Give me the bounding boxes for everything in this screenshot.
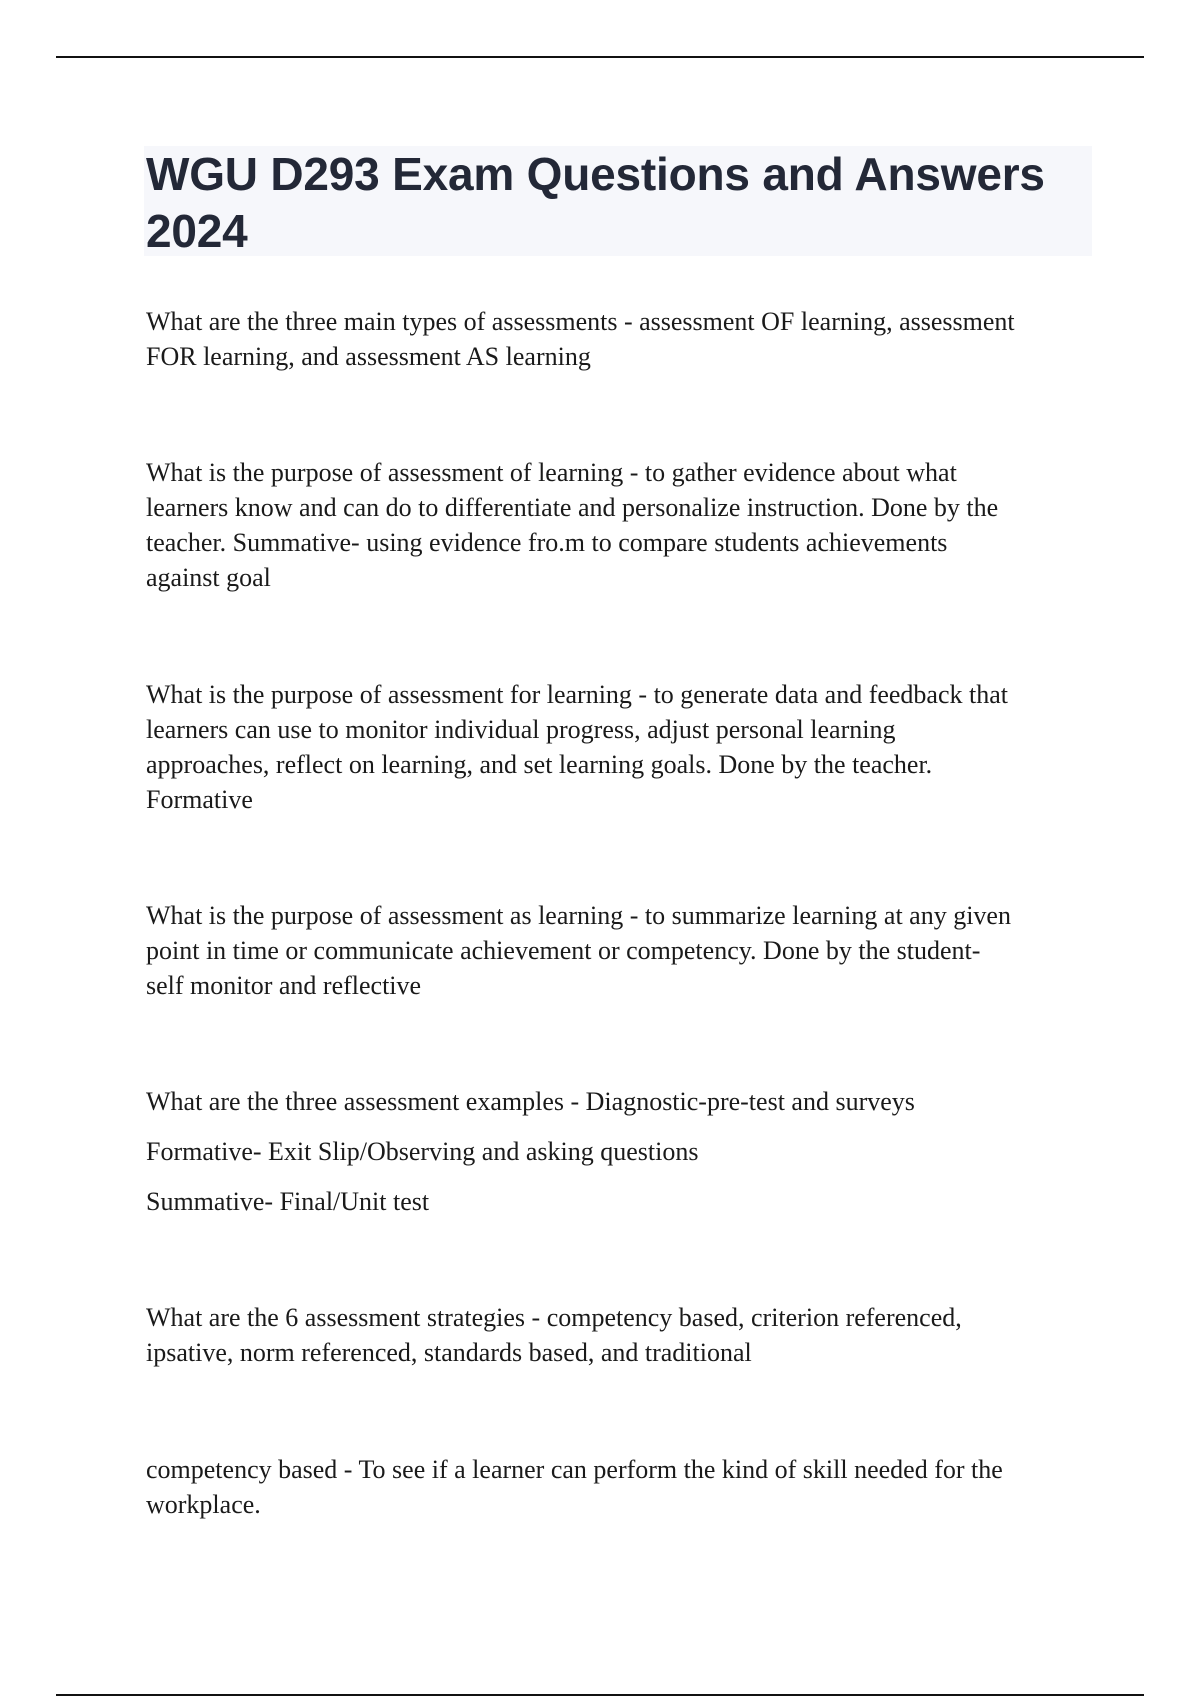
qa-line-diagnostic: What are the three assessment examples - Diagnostic-pre-test and surveys [146, 1087, 915, 1116]
qa-content [146, 304, 1098, 1522]
qa-line-formative: Formative- Exit Slip/Observing and asking questions [146, 1137, 699, 1166]
qa-item-assessment-types: What are the three main types of assessments - assessment OF learning, assessment FOR learning, and assessment AS learning [146, 307, 1015, 371]
qa-item-assessment-strategies: What are the 6 assessment strategies - competency based, criterion referenced, ipsative, norm referenced, standards based, and traditional [146, 1303, 962, 1367]
top-divider [56, 56, 1144, 58]
qa-item-assessment-of-learning: What is the purpose of assessment of learning - to gather evidence about what learners know and can do to differentiate and personalize instruction. Done by the teacher. Summative- using evidence fro.m to compare students achievements against goal [146, 458, 999, 592]
bottom-divider [56, 1694, 1144, 1696]
page-title: WGU D293 Exam Questions and Answers 2024 [146, 148, 1045, 257]
qa-item-assessment-as-learning: What is the purpose of assessment as learning - to summarize learning at any given point in time or communicate achievement or competency. Done by the student- self monitor and reflective [146, 901, 1011, 1000]
qa-item-competency-based: competency based - To see if a learner can perform the kind of skill needed for the workplace. [146, 1455, 1003, 1519]
qa-line-summative: Summative- Final/Unit test [146, 1187, 430, 1216]
qa-item-assessment-for-learning: What is the purpose of assessment for learning - to generate data and feedback that learners can use to monitor individual progress, adjust personal learning approaches, reflect on learning, and set learning goals. Done by the teacher. Formative [146, 680, 1008, 814]
qa-item-assessment-examples [146, 1084, 1098, 1219]
title-banner [144, 146, 1092, 256]
